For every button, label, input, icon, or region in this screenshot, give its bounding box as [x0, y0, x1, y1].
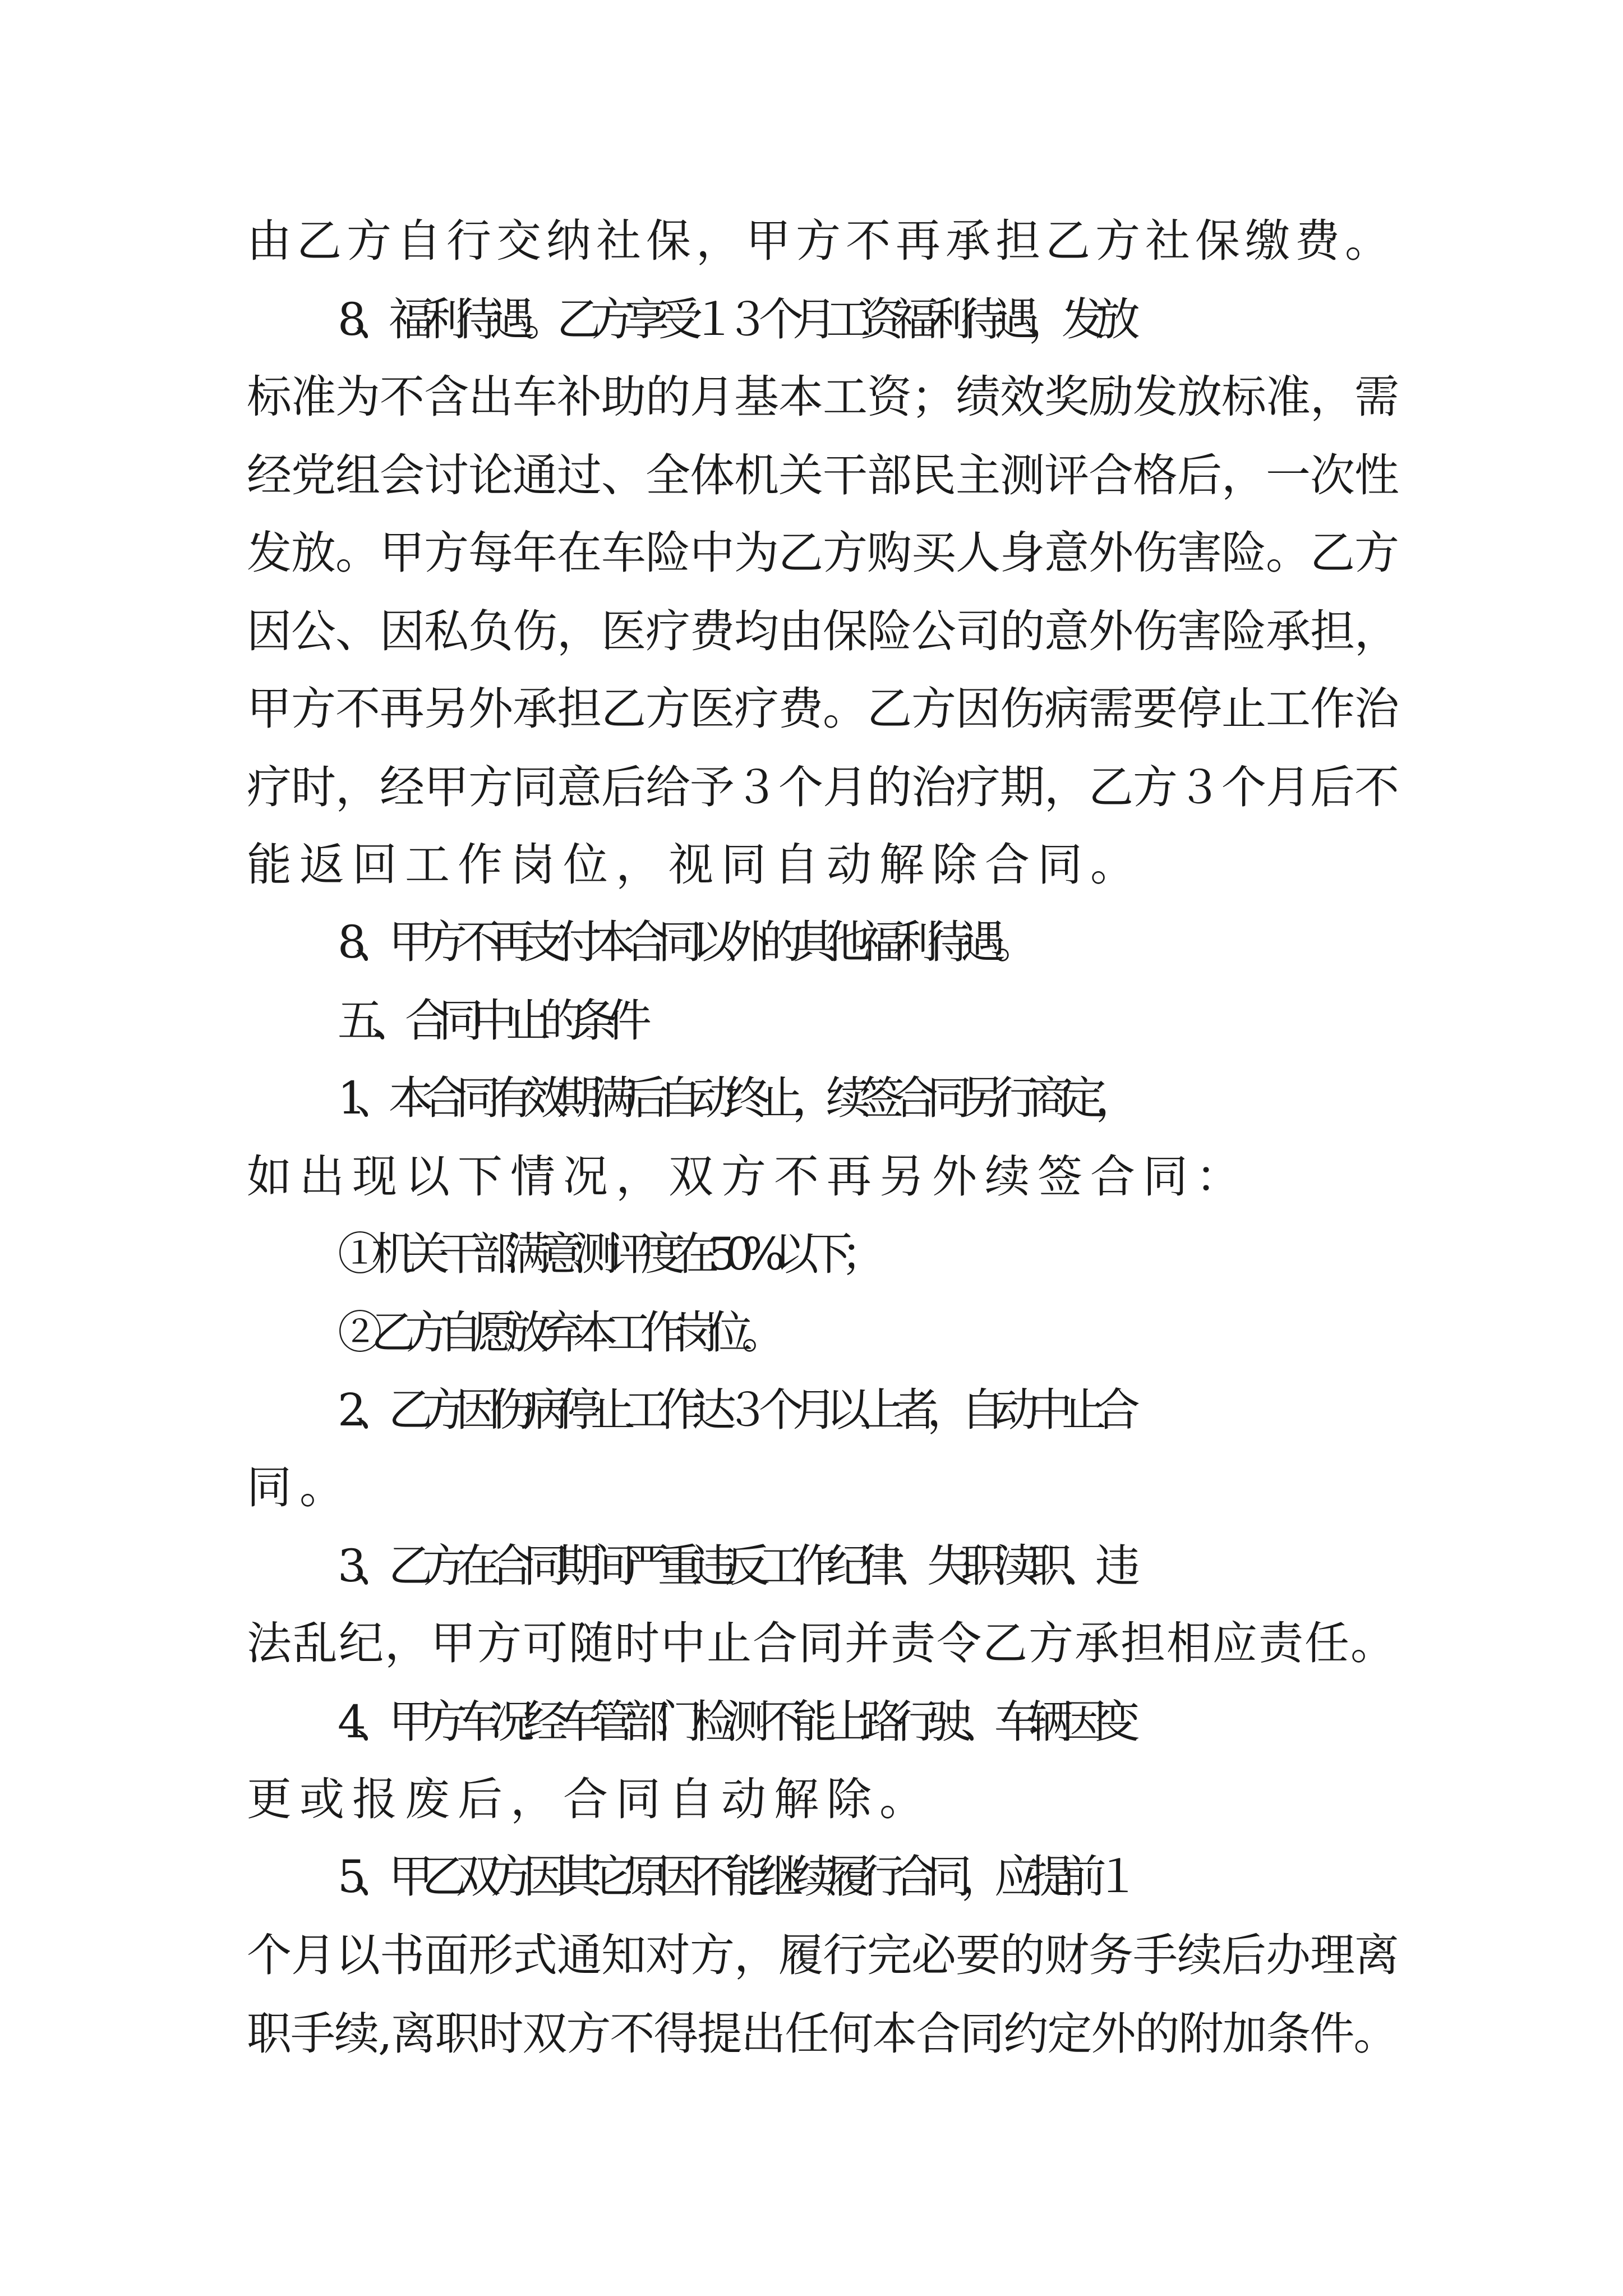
text-line: ①机关干部满意测评度在50%以下； [338, 1228, 875, 1280]
text-line: 如出现以下情况，双方不再另外续签合同： [247, 1151, 1248, 1203]
text-line: 同。 [247, 1461, 352, 1513]
text-line: 能返回工作岗位，视同自动解除合同。 [247, 839, 1143, 891]
text-line: 经党组会讨论通过、全体机关干部民主测评合格后，一次性 [247, 449, 1399, 501]
text-line: 由乙方自行交纳社保，甲方不再承担乙方社保缴费。 [247, 215, 1395, 267]
text-line: 职手续,离职时双方不得提出任何本合同约定外的附加条件。 [247, 2008, 1398, 2060]
text-line: 8、甲方不再支付本合同以外的其他福利待遇。 [338, 916, 1028, 968]
text-line: 4、甲方车况经车管部门检测不能上路行驶、车辆因变 [338, 1696, 1129, 1748]
text-line: 1、本合同有效期满后自动终止，续签合同另行商定， [338, 1072, 1129, 1124]
text-line: 法乱纪，甲方可随时中止合同并责令乙方承担相应责任。 [247, 1617, 1396, 1669]
text-line: 发放。甲方每年在车险中为乙方购买人身意外伤害险。乙方 [247, 527, 1399, 579]
text-line: 2、乙方因伤病停止工作达３个月以上者，自动中止合 [338, 1384, 1129, 1436]
text-line: 个月以书面形式通知对方，履行完必要的财务手续后办理离 [247, 1929, 1399, 1981]
text-line: 疗时，经甲方同意后给予３个月的治疗期，乙方３个月后不 [247, 761, 1399, 813]
text-line: 8、福利待遇。乙方享受１３个月工资福利待遇，发放 [338, 293, 1129, 346]
text-line: 更或报废后，合同自动解除。 [247, 1773, 932, 1825]
text-line: 5、甲乙双方因其它原因不能继续履行合同，应提前１ [338, 1851, 1129, 1903]
section-heading: 五、合同中止的条件 [338, 995, 640, 1047]
text-line: ②乙方自愿放弃本工作岗位。 [338, 1306, 775, 1359]
text-line: 因公、因私负伤，医疗费均由保险公司的意外伤害险承担， [247, 605, 1399, 657]
text-line: 甲方不再另外承担乙方医疗费。乙方因伤病需要停止工作治 [247, 683, 1399, 735]
text-line: 标准为不含出车补助的月基本工资；绩效奖励发放标准，需 [247, 371, 1399, 423]
text-line: 3、乙方在合同期间严重违反工作纪律、失职渎职、违 [338, 1540, 1129, 1592]
